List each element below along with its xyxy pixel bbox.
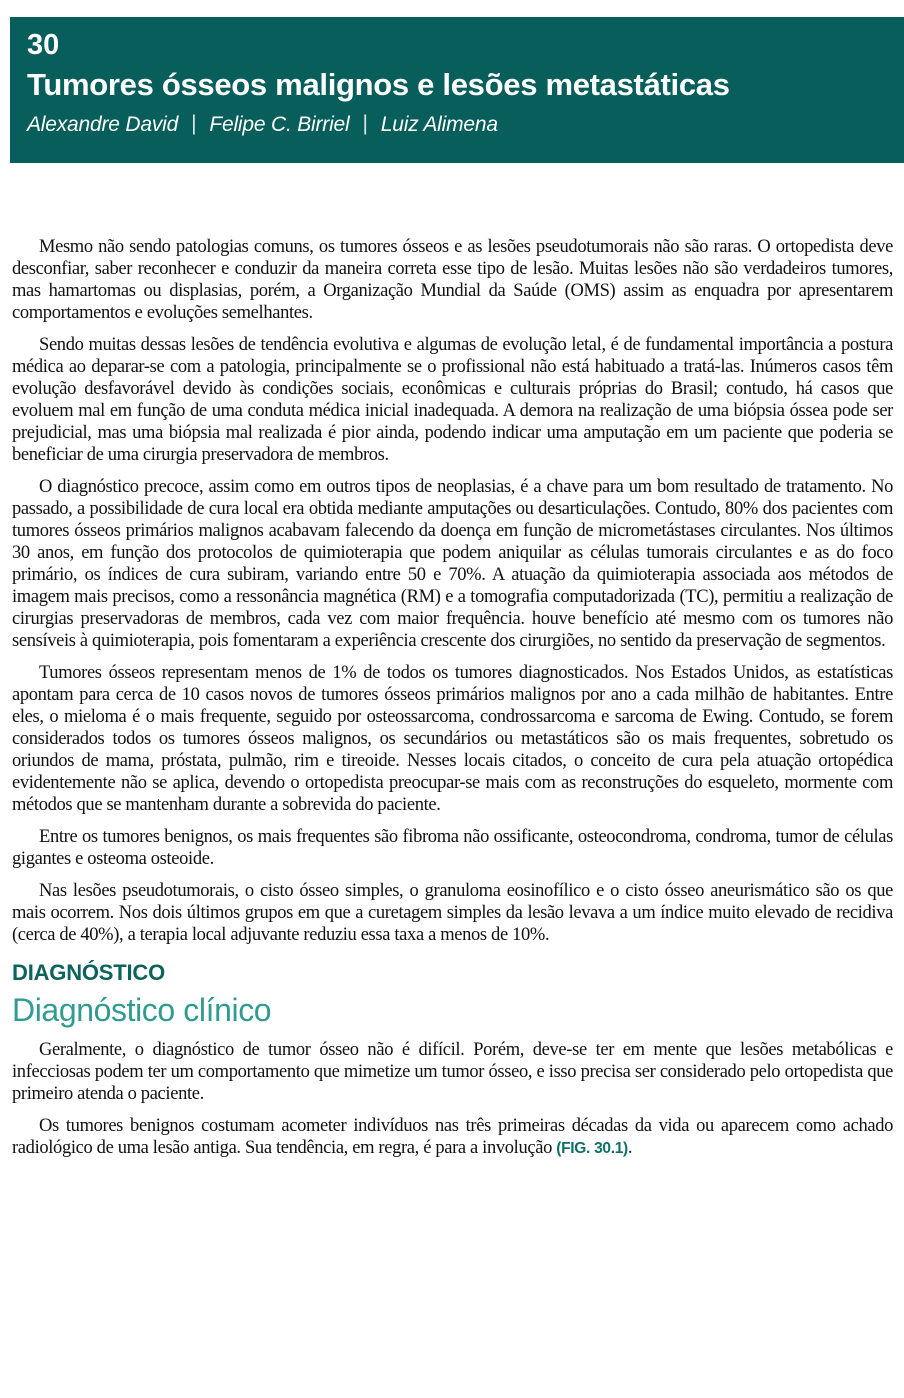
author-separator: | (362, 112, 368, 136)
section-heading-diagnostico: DIAGNÓSTICO (12, 960, 166, 985)
chapter-title: Tumores ósseos malignos e lesões metastáticas (27, 67, 730, 103)
body-paragraph: Geralmente, o diagnóstico de tumor ósseo não é difícil. Porém, deve-se ter em mente que lesões metabólicas e infecciosas podem ter um comportamento que mimetize um tumor ósseo, e isso precisa ser considerado pelo ortopedista que primeiro atenda o paciente. (12, 1040, 893, 1104)
figure-paragraph-text: Os tumores benignos costumam acometer indivíduos nas três primeiras décadas da vida ou aparecem como achado radiológico de uma lesão antiga. Sua tendência, em regra, é para a involução (12, 1116, 893, 1158)
figure-paragraph-period: . (627, 1138, 633, 1158)
body-paragraph: Tumores ósseos representam menos de 1% de todos os tumores diagnosticados. Nos Estados Unidos, as estatísticas apontam para cerca de 10 casos novos de tumores ósseos primários malignos por ano a cada milhão de habitantes. Entre eles, o mieloma é o mais frequente, seguido por osteossarcoma, condrossarcoma e sarcoma de Ewing. Contudo, se forem considerados todos os tumores ósseos malignos, os secundários ou metastáticos são os mais frequentes, sobretudo os oriundos de mama, próstata, pulmão, rim e tireoide. Nesses locais citados, o conceito de cura pela atuação ortopédica evidentemente não se aplica, devendo o ortopedista preocupar-se mais com as reconstruções do esqueleto, mormente com métodos que se mantenham durante a sobrevida do paciente. (12, 663, 893, 815)
author-separator: | (191, 112, 197, 136)
chapter-number: 30 (27, 29, 60, 61)
author-name: Alexandre David (27, 113, 179, 137)
body-paragraph: Mesmo não sendo patologias comuns, os tumores ósseos e as lesões pseudotumorais não são raras. O ortopedista deve desconfiar, saber reconhecer e conduzir da maneira correta esse tipo de lesão. Muitas lesões não são verdadeiros tumores, mas hamartomas ou displasias, porém, a Organização Mundial da Saúde (OMS) assim as enquadra por apresentarem comportamentos e evoluções semelhantes. (12, 237, 893, 323)
author-name: Felipe C. Birriel (209, 113, 350, 137)
subsection-heading-diagnostico-clinico: Diagnóstico clínico (12, 992, 272, 1028)
figure-reference-link[interactable]: (FIG. 30.1) (556, 1140, 628, 1157)
body-paragraph-with-figure-ref (12, 1115, 893, 1160)
author-name: Luiz Alimena (380, 113, 498, 137)
author-line (27, 113, 884, 137)
body-content (12, 236, 893, 1170)
body-paragraph: Entre os tumores benignos, os mais frequentes são fibroma não ossificante, osteocondroma, condroma, tumor de células gigantes e osteoma osteoide. (12, 827, 893, 869)
chapter-header (10, 17, 904, 163)
body-paragraph: Sendo muitas dessas lesões de tendência evolutiva e algumas de evolução letal, é de fundamental importância a postura médica ao deparar-se com a patologia, principalmente se o profissional não está habituado a tratá-las. Inúmeros casos têm evolução desfavorável devido às condições sociais, econômicas e culturais próprias do Brasil; contudo, há casos que evoluem mal em função de uma conduta médica inicial inadequada. A demora na realização de uma biópsia óssea pode ser prejudicial, mas uma biópsia mal realizada é pior ainda, podendo indicar uma amputação em um paciente que poderia se beneficiar de uma cirurgia preservadora de membros. (12, 335, 893, 465)
body-paragraph: Nas lesões pseudotumorais, o cisto ósseo simples, o granuloma eosinofílico e o cisto ósseo aneurismático são os que mais ocorrem. Nos dois últimos grupos em que a curetagem simples da lesão levava a um índice muito elevado de recidiva (cerca de 40%), a terapia local adjuvante reduziu essa taxa a menos de 10%. (12, 881, 893, 945)
body-paragraph: O diagnóstico precoce, assim como em outros tipos de neoplasias, é a chave para um bom resultado de tratamento. No passado, a possibilidade de cura local era obtida mediante amputações ou desarticulações. Contudo, 80% dos pacientes com tumores ósseos primários malignos acabavam falecendo da doença em função de micrometástases circulantes. Nos últimos 30 anos, em função dos protocolos de quimioterapia que podem aniquilar as células tumorais circulantes e as do foco primário, os índices de cura subiram, variando entre 50 e 70%. A atuação da quimioterapia associada aos métodos de imagem mais precisos, como a ressonância magnética (RM) e a tomografia computadorizada (TC), permitiu a realização de cirurgias preservadoras de membros, cada vez com maior frequência. houve benefício até mesmo com os tumores não sensíveis à quimioterapia, pois fomentaram a experiência crescente dos cirurgiões, no sentido da preservação de segmentos. (12, 477, 893, 651)
